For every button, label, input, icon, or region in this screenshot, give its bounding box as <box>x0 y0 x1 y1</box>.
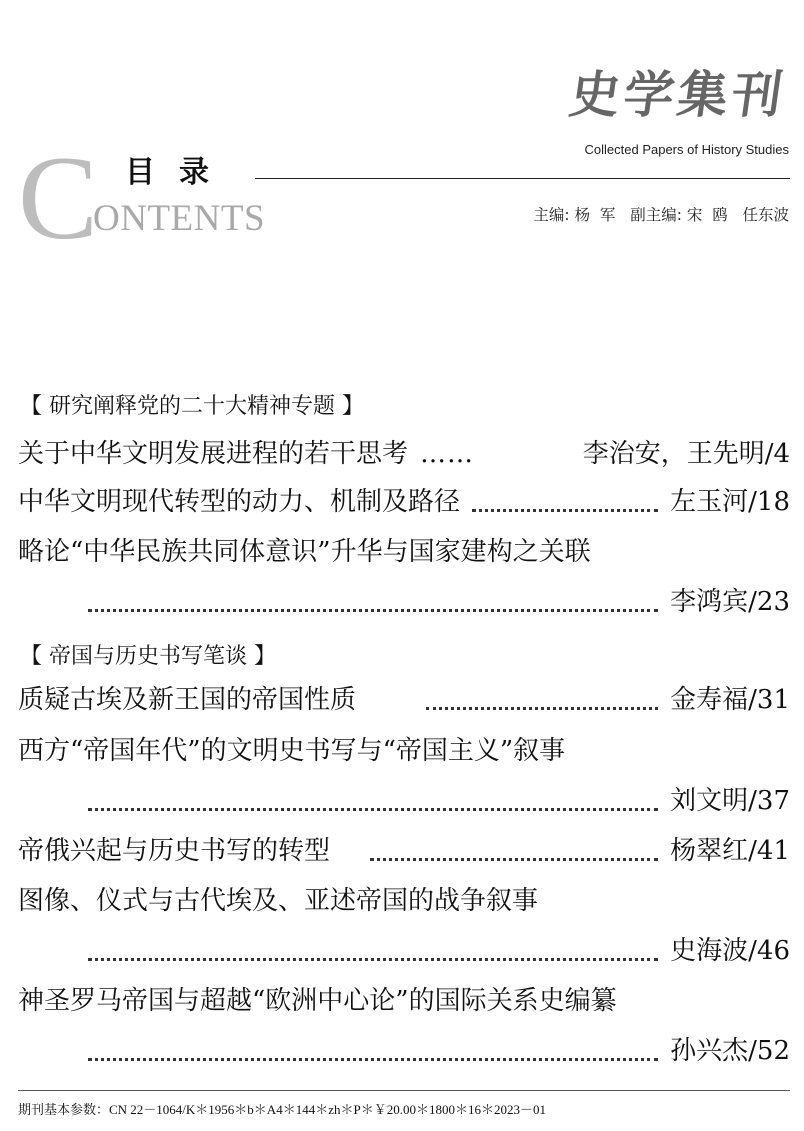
toc-entry[interactable] <box>18 831 790 871</box>
toc-entry-leader <box>88 609 658 612</box>
toc-entry-leader <box>88 1058 658 1061</box>
toc-entry[interactable] <box>18 434 790 474</box>
toc-entry-continuation[interactable] <box>18 582 790 622</box>
toc-entry-continuation[interactable] <box>18 931 790 971</box>
toc-entry-title: 西方“帝国年代”的文明史书写与“帝国主义”叙事 <box>18 736 566 766</box>
toc-entry-title: 神圣罗马帝国与超越“欧洲中心论”的国际关系史编纂 <box>18 986 617 1016</box>
toc-entry-title-line[interactable] <box>18 731 790 771</box>
contents-wordmark: ONTENTS <box>93 198 266 239</box>
toc-entry-leader <box>472 509 658 512</box>
toc-entry-title: 关于中华文明发展进程的若干思考 <box>18 439 409 469</box>
toc-entry-title: 中华文明现代转型的动力、机制及路径 <box>18 487 461 517</box>
toc-entry-author-page: 刘文明/37 <box>670 786 790 816</box>
toc-entry-author-page: 李治安，王先明/4 <box>582 439 790 469</box>
journal-parameters: 期刊基本参数：CN 22－1064/K＊1956＊b＊A4＊144＊zh＊P＊￥20.00＊1800＊16＊2023－01 <box>18 1102 546 1117</box>
toc-entry-author-page: 杨翠红/41 <box>670 836 790 866</box>
toc-entry-author-page: 孙兴杰/52 <box>670 1036 790 1066</box>
toc-entry-author-page: 史海波/46 <box>670 936 790 966</box>
toc-entry-title: 图像、仪式与古代埃及、亚述帝国的战争叙事 <box>18 886 539 916</box>
toc-entry-continuation[interactable] <box>18 1031 790 1071</box>
toc-entry-leader <box>370 858 658 861</box>
footer-divider <box>18 1090 790 1091</box>
journal-title: 史学集刊 <box>565 65 791 124</box>
toc-entry-leader <box>88 808 658 811</box>
toc-entry-leader: …… <box>420 439 475 469</box>
toc-entry-title-line[interactable] <box>18 981 790 1021</box>
journal-english-title: Collected Papers of History Studies <box>584 142 789 157</box>
toc-entry-title: 质疑古埃及新王国的帝国性质 <box>18 685 357 715</box>
toc-entry-leader <box>88 958 658 961</box>
toc-entry[interactable] <box>18 680 790 720</box>
toc-entry-title: 帝俄兴起与历史书写的转型 <box>18 836 331 866</box>
editors-line: 主编: 杨 军 副主编: 宋 鸥 任东波 <box>533 206 789 224</box>
toc-entry[interactable] <box>18 482 790 522</box>
page-title: 目录 <box>125 155 233 190</box>
toc-entry-title-line[interactable] <box>18 881 790 921</box>
toc-entry-title-line[interactable] <box>18 532 790 572</box>
contents-big-letter: C <box>18 131 99 264</box>
header-divider <box>255 178 790 179</box>
section-heading: 【 研究阐释党的二十大精神专题 】 <box>20 394 364 419</box>
toc-entry-continuation[interactable] <box>18 781 790 821</box>
toc-entry-author-page: 李鸿宾/23 <box>670 587 790 617</box>
toc-entry-title: 略论“中华民族共同体意识”升华与国家建构之关联 <box>18 537 591 567</box>
toc-entry-leader <box>426 707 658 710</box>
toc-entry-author-page: 金寿福/31 <box>670 685 790 715</box>
section-heading: 【 帝国与历史书写笔谈 】 <box>20 644 276 669</box>
toc-entry-author-page: 左玉河/18 <box>670 487 790 517</box>
